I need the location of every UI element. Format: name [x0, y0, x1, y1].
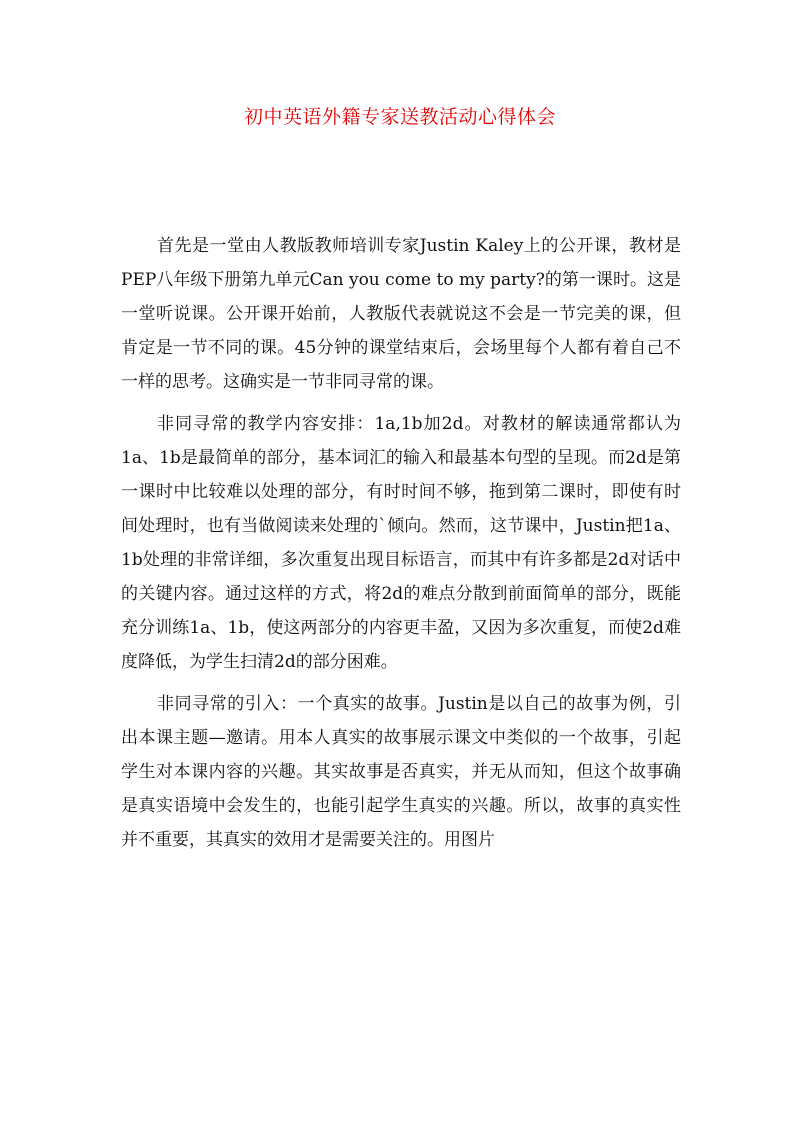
paragraph-2: 非同寻常的教学内容安排：1a,1b加2d。对教材的解读通常都认为1a、1b是最简单的部分，基本词汇的输入和最基本句型的呈现。而2d是第一课时中比较难以处理的部分，有时时间不够，拖到第二课时，即使有时间处理时，也有当做阅读来处理的`倾向。然而，这节课中，Justin把1a、1b处理的非常详细，多次重复出现目标语言，而其中有许多都是2d对话中的关键内容。通过这样的方式，将2d的难点分散到前面简单的部分，既能充分训练1a、1b，使这两部分的内容更丰盈，又因为多次重复，而使2d难度降低，为学生扫清2d的部分困难。 [121, 414, 681, 672]
document-body [121, 229, 681, 857]
paragraph-1: 首先是一堂由人教版教师培训专家Justin Kaley上的公开课，教材是PEP八年级下册第九单元Can you come to my party?的第一课时。这是一堂听说课。公开课开始前，人教版代表就说这不会是一节完美的课，但肯定是一节不同的课。45分钟的课堂结束后，会场里每个人都有着自己不一样的思考。这确实是一节非同寻常的课。 [121, 236, 681, 392]
paragraph-3: 非同寻常的引入：一个真实的故事。Justin是以自己的故事为例，引出本课主题—邀请。用本人真实的故事展示课文中类似的一个故事，引起学生对本课内容的兴趣。其实故事是否真实，并无从而知，但这个故事确是真实语境中会发生的，也能引起学生真实的兴趣。所以，故事的真实性并不重要，其真实的效用才是需要关注的。用图片 [121, 694, 681, 850]
document-title: 初中英语外籍专家送教活动心得体会 [243, 106, 556, 128]
